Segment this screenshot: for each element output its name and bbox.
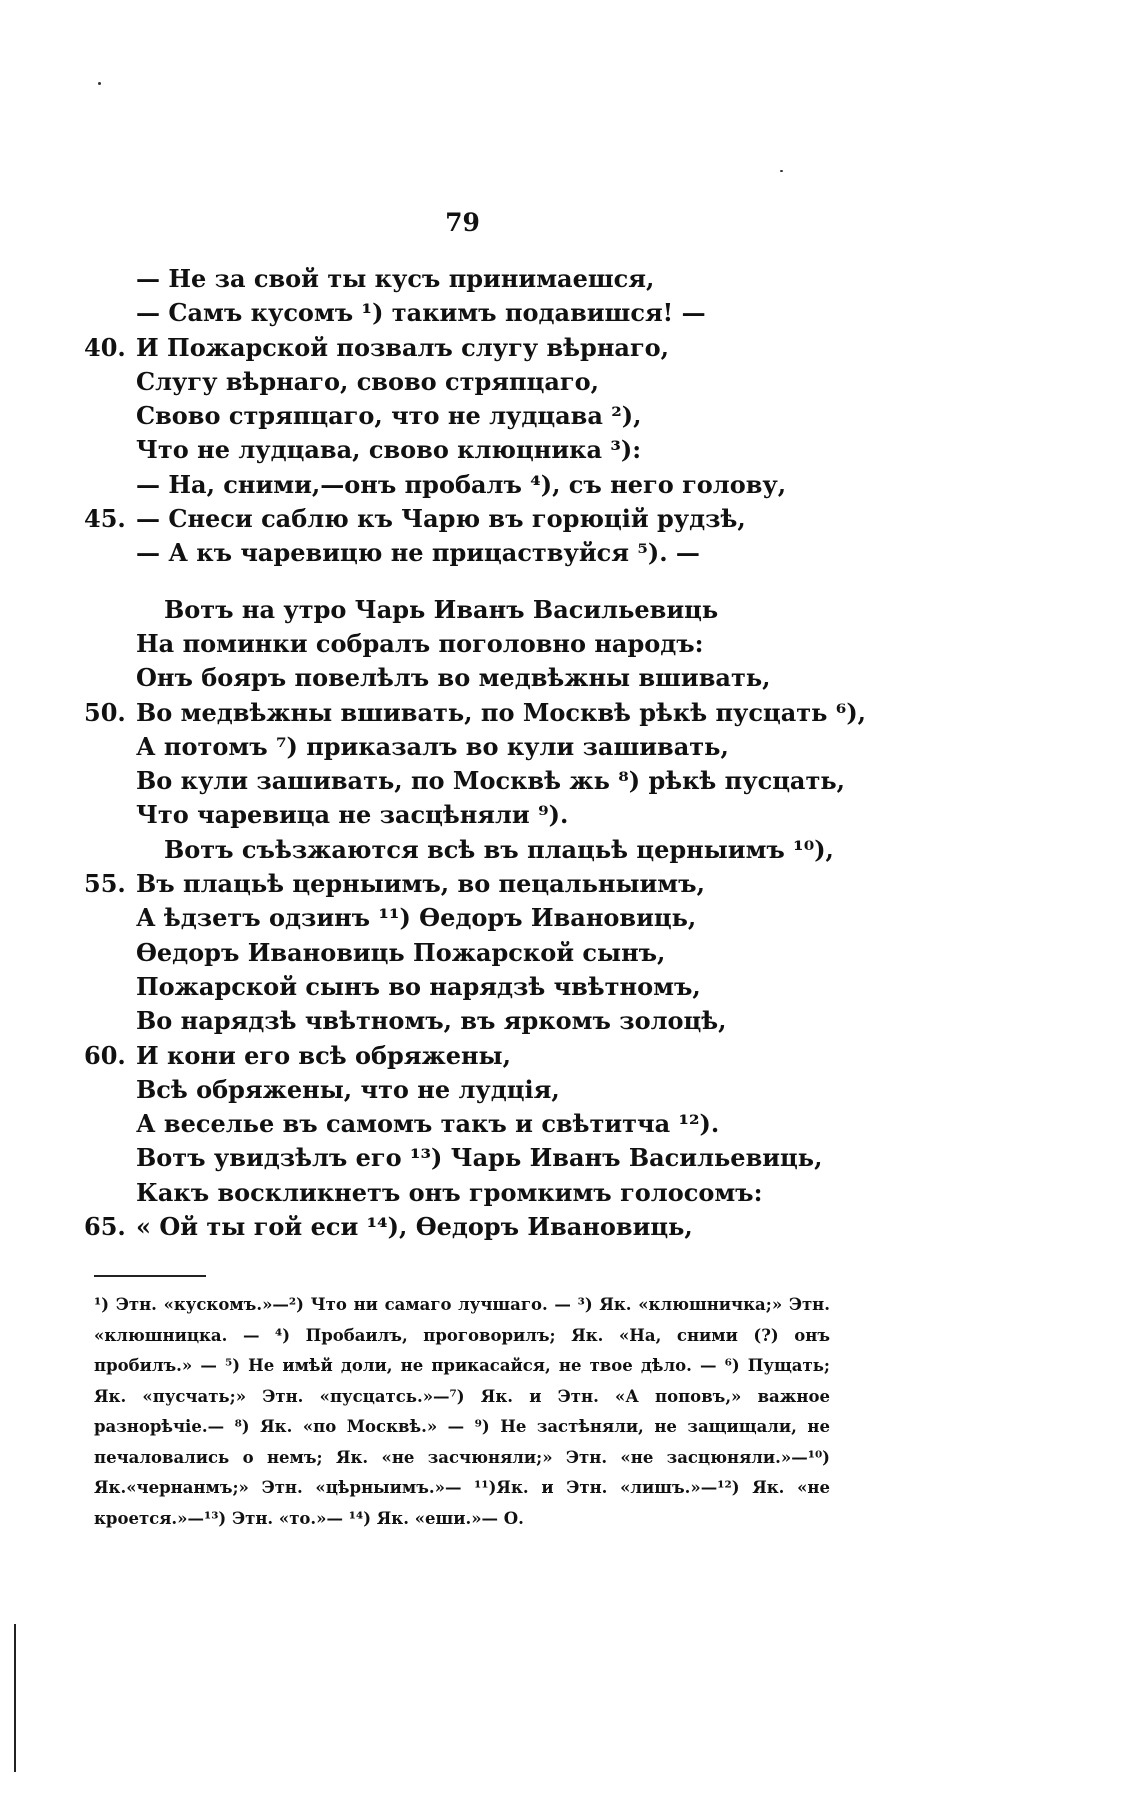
- poem-line: [84, 593, 1004, 627]
- line-number: 45.: [84, 504, 126, 534]
- footnote-rule: [94, 1275, 206, 1277]
- line-text: А потомъ ⁷) приказалъ во кули зашивать,: [136, 731, 729, 761]
- poem-line: [84, 296, 1004, 330]
- speck: [780, 170, 783, 172]
- line-text: Свово стряпцаго, что не лудцава ²),: [136, 401, 642, 431]
- poem-line: [84, 1210, 1004, 1244]
- line-text: Ѳедоръ Ивановиць Пожарской сынъ,: [136, 937, 666, 967]
- line-text: « Ой ты гой еси ¹⁴), Ѳедоръ Ивановиць,: [136, 1212, 693, 1242]
- line-text: Всѣ обряжены, что не лудція,: [136, 1074, 560, 1104]
- poem-line: [84, 764, 1004, 798]
- line-text: На поминки собралъ поголовно народъ:: [136, 628, 704, 658]
- poem-line: [84, 970, 1004, 1004]
- line-text: Какъ воскликнетъ онъ громкимъ голосомъ:: [136, 1177, 763, 1207]
- line-text: — Снеси саблю къ Чарю въ горюцій рудзѣ,: [136, 504, 746, 534]
- speck: [98, 82, 101, 85]
- line-number: 65.: [84, 1212, 126, 1242]
- line-text: Во кули зашивать, по Москвѣ жь ⁸) рѣкѣ пусцать,: [136, 766, 845, 796]
- poem-line: [84, 433, 1004, 467]
- poem-line: [84, 867, 1004, 901]
- line-text: Слугу вѣрнаго, свово стряпцаго,: [136, 366, 599, 396]
- poem-line: [84, 696, 1004, 730]
- line-text: Вотъ на утро Чарь Иванъ Васильевиць: [164, 594, 719, 624]
- poem-line: [84, 798, 1004, 832]
- line-text: Онъ бояръ повелѣлъ во медвѣжны вшивать,: [136, 663, 771, 693]
- line-text: — Не за свой ты кусъ принимаешся,: [136, 264, 655, 293]
- line-text: А ѣдзетъ одзинъ ¹¹) Ѳедоръ Ивановиць,: [136, 903, 697, 933]
- margin-mark: [14, 1624, 16, 1772]
- poem-line: [84, 331, 1004, 365]
- poem-line: [84, 833, 1004, 867]
- poem-line: [84, 1073, 1004, 1107]
- line-text: Вотъ увидзѣлъ его ¹³) Чарь Иванъ Васильевиць,: [136, 1143, 823, 1173]
- line-text: А веселье въ самомъ такъ и свѣтитча ¹²).: [136, 1109, 720, 1139]
- line-number: 40.: [84, 332, 126, 362]
- line-text: Что чаревица не засцѣняли ⁹).: [136, 800, 569, 830]
- poem-line: [84, 468, 1004, 502]
- line-text: Во медвѣжны вшивать, по Москвѣ рѣкѣ пусцать ⁶),: [136, 697, 867, 727]
- line-text: — Самъ кусомъ ¹) такимъ подавишся! —: [136, 298, 706, 328]
- poem-line: [84, 536, 1004, 570]
- poem-line: [84, 502, 1004, 536]
- line-text: Въ плацьѣ церныимъ, во пецальныимъ,: [136, 869, 705, 899]
- line-text: — А къ чаревицю не прицаствуйся ⁵). —: [136, 538, 700, 568]
- line-text: — На, сними,—онъ пробалъ ⁴), съ него голову,: [136, 469, 787, 499]
- poem-line: [84, 1039, 1004, 1073]
- line-text: Вотъ съѣзжаются всѣ въ плацьѣ церныимъ ¹⁰),: [164, 834, 834, 864]
- line-number: 50.: [84, 697, 126, 727]
- poem-line: [84, 399, 1004, 433]
- line-text: Пожарской сынъ во нарядзѣ чвѣтномъ,: [136, 971, 701, 1001]
- line-text: И кони его всѣ обряжены,: [136, 1040, 511, 1070]
- poem-line: [84, 1107, 1004, 1141]
- poem-line: [84, 1004, 1004, 1038]
- footnotes: ¹) Этн. «кускомъ.»—²) Что ни самаго лучшаго. — ³) Як. «клюшничка;» Этн. «клюшницка. — ⁴) Пробаилъ, проговорилъ; Як. «На, сними (?) онъ пробилъ.» — ⁵) Не имѣй доли, не прикасайся, не твое дѣло. — ⁶) Пущать; Як. «пусчать;» Этн. «пусцатсь.»—⁷) Як. и Этн. «А поповъ,» важное разнорѣчіе.— ⁸) Як. «по Москвѣ.» — ⁹) Не застѣняли, не защищали, не печаловались о немъ; Як. «не засчюняли;» Этн. «не засцюняли.»—¹⁰) Як.«чернанмъ;» Этн. «цѣрныимъ.»— ¹¹)Як. и Этн. «лишъ.»—¹²) Як. «не кроется.»—¹³) Этн. «то.»— ¹⁴) Як. «еши.»— О.: [94, 1295, 830, 1528]
- poem-line: [84, 1176, 1004, 1210]
- poem-line: [84, 730, 1004, 764]
- line-text: Во нарядзѣ чвѣтномъ, въ яркомъ золоцѣ,: [136, 1006, 727, 1036]
- poem-line: [84, 901, 1004, 935]
- line-number: 60.: [84, 1040, 126, 1070]
- poem-line: [84, 262, 1004, 296]
- poem-line: [84, 1141, 1004, 1175]
- poem-line: [84, 365, 1004, 399]
- poem-line: [84, 661, 1004, 695]
- poem-line: [84, 936, 1004, 970]
- poem-line: [84, 627, 1004, 661]
- line-number: 55.: [84, 869, 126, 899]
- page-number: 79: [445, 208, 480, 237]
- line-text: И Пожарской позвалъ слугу вѣрнаго,: [136, 332, 670, 362]
- poem: [84, 262, 1004, 1244]
- line-text: Что не лудцава, свово клюцника ³):: [136, 435, 642, 465]
